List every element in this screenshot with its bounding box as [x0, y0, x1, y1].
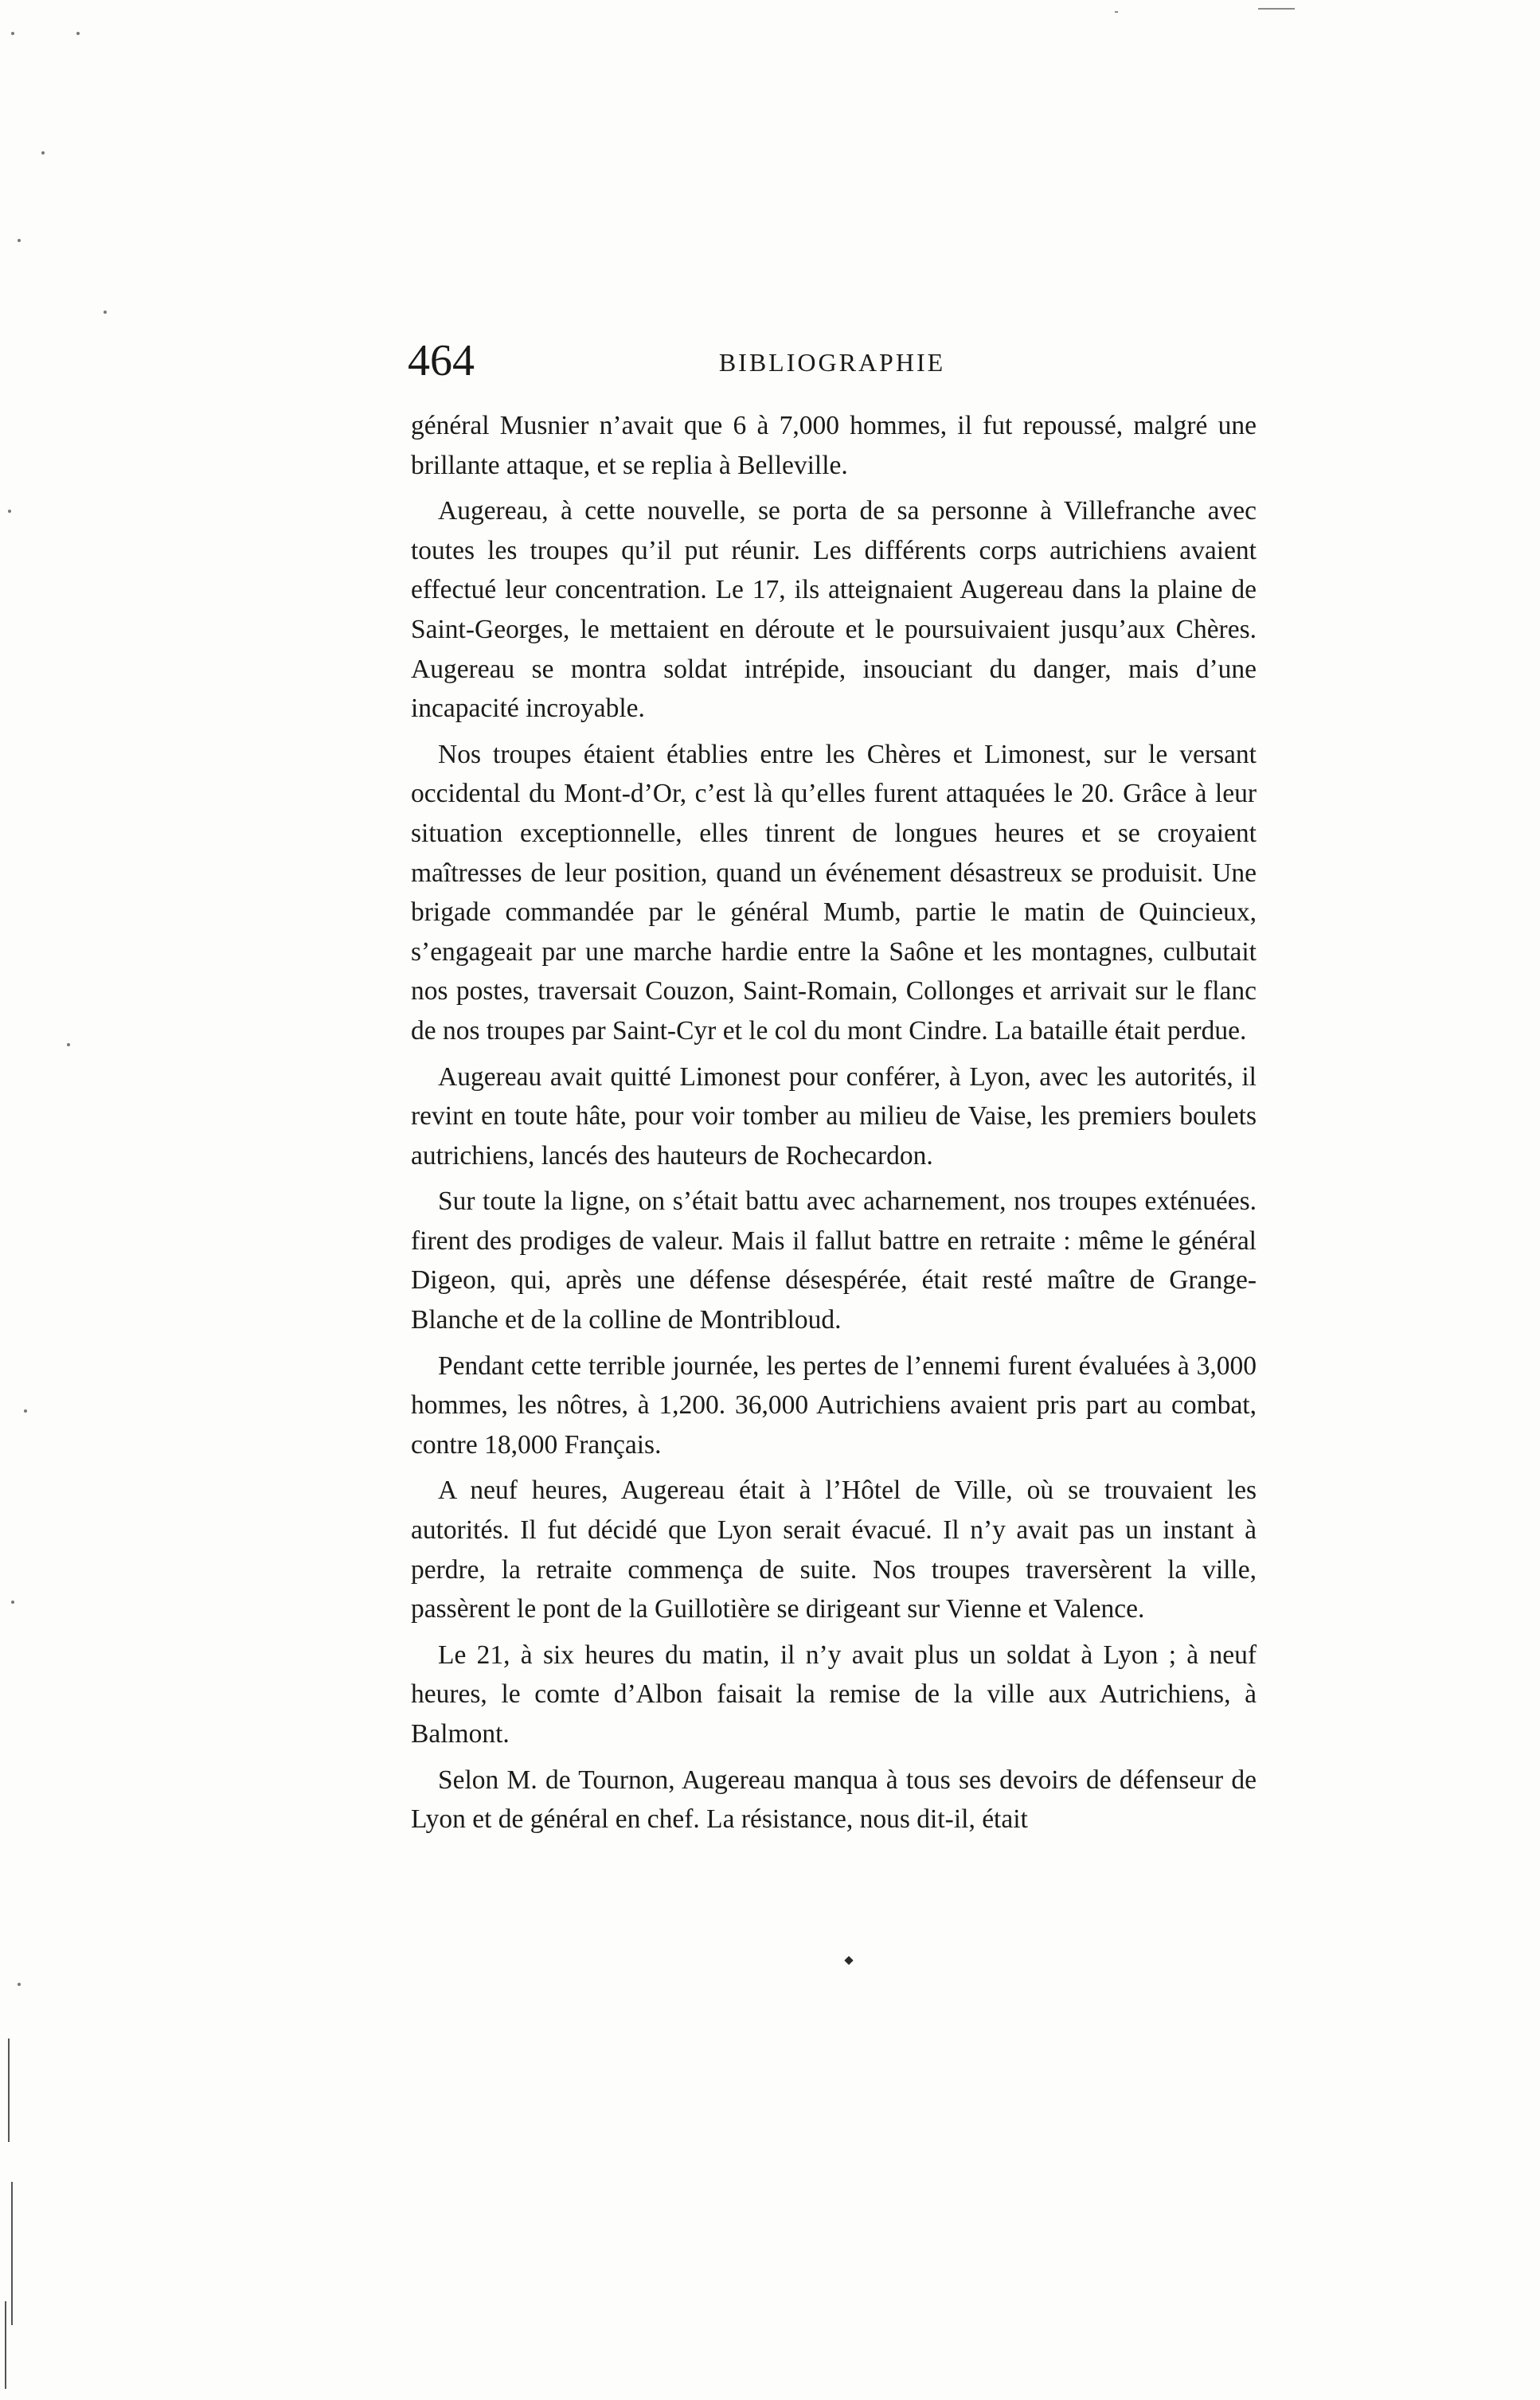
paragraph: Augereau avait quitté Limonest pour conférer, à Lyon, avec les autorités, il revint en toute hâte, pour voir tomber au milieu de Vaise, les premiers boulets autrichiens, lancés des hauteurs de Rochecardon.	[411, 1061, 1257, 1171]
paragraph: général Musnier n’avait que 6 à 7,000 hommes, il fut repoussé, malgré une brillante attaque, et se replia à Belleville.	[411, 411, 1257, 480]
scan-speck	[18, 239, 21, 242]
scan-dash	[1258, 8, 1295, 10]
scan-speck	[11, 32, 14, 35]
paragraph: Augereau, à cette nouvelle, se porta de sa personne à Villefranche avec toutes les troupes qu’il put réunir. Les différents corps autrichiens avaient effectué leur concentration. Le 17, ils atteignaient Augereau dans la plaine de Saint-Georges, le mettaient en déroute et le poursuivaient jusqu’aux Chères. Augereau se montra soldat intrépide, insouciant du danger, mais d’une incapacité incroyable.	[411, 496, 1257, 724]
paragraph: Sur toute la ligne, on s’était battu avec acharnement, nos troupes exténuées. firent des prodiges de valeur. Mais il fallut battre en retraite : même le général Digeon, qui, après une défense désespérée, était resté maître de Grange-Blanche et de la colline de Montribloud.	[411, 1186, 1257, 1335]
scan-speck	[76, 32, 80, 35]
scan-dash	[1115, 11, 1118, 13]
scan-speck	[67, 1043, 70, 1046]
scan-speck	[8, 510, 11, 513]
scan-speck	[104, 311, 107, 314]
scan-speck	[41, 151, 45, 154]
scan-edge-line	[11, 2182, 13, 2325]
page-header	[408, 333, 1257, 389]
paragraph: Nos troupes étaient établies entre les Chères et Limonest, sur le versant occidental du Mont-d’Or, c’est là qu’elles furent attaquées le 20. Grâce à leur situation exceptionnelle, elles tinrent de longues heures et se croyaient maîtresses de leur position, quand un événement désastreux se produisit. Une brigade commandée par le général Mumb, partie le matin de Quincieux, s’engageait par une marche hardie entre la Saône et les montagnes, culbutait nos postes, traversait Couzon, Saint-Romain, Collonges et arrivait sur le flanc de nos troupes par Saint-Cyr et le col du mont Cindre. La bataille était perdue.	[411, 739, 1257, 1046]
paragraph: Selon M. de Tournon, Augereau manqua à tous ses devoirs de défenseur de Lyon et de général en chef. La résistance, nous dit-il, était	[411, 1765, 1257, 1835]
scan-speck	[18, 1983, 21, 1986]
page-number: 464	[408, 336, 475, 385]
scan-speck	[24, 1409, 27, 1413]
running-head: BIBLIOGRAPHIE	[718, 348, 946, 377]
body-text	[411, 406, 1257, 1846]
scan-edge-line	[5, 2301, 6, 2389]
footer-ornament	[844, 1956, 853, 1964]
paragraph: Le 21, à six heures du matin, il n’y avait plus un soldat à Lyon ; à neuf heures, le comte d’Albon faisait la remise de la ville aux Autrichiens, à Balmont.	[411, 1640, 1257, 1749]
paragraph: Pendant cette terrible journée, les pertes de l’ennemi furent évaluées à 3,000 hommes, les nôtres, à 1,200. 36,000 Autrichiens avaient pris part au combat, contre 18,000 Français.	[411, 1350, 1257, 1460]
paragraph: A neuf heures, Augereau était à l’Hôtel de Ville, où se trouvaient les autorités. Il fut décidé que Lyon serait évacué. Il n’y avait pas un instant à perdre, la retraite commença de suite. Nos troupes traversèrent la ville, passèrent le pont de la Guillotière se dirigeant sur Vienne et Valence.	[411, 1476, 1257, 1624]
scan-edge-line	[8, 2038, 10, 2142]
scan-speck	[11, 1601, 14, 1604]
